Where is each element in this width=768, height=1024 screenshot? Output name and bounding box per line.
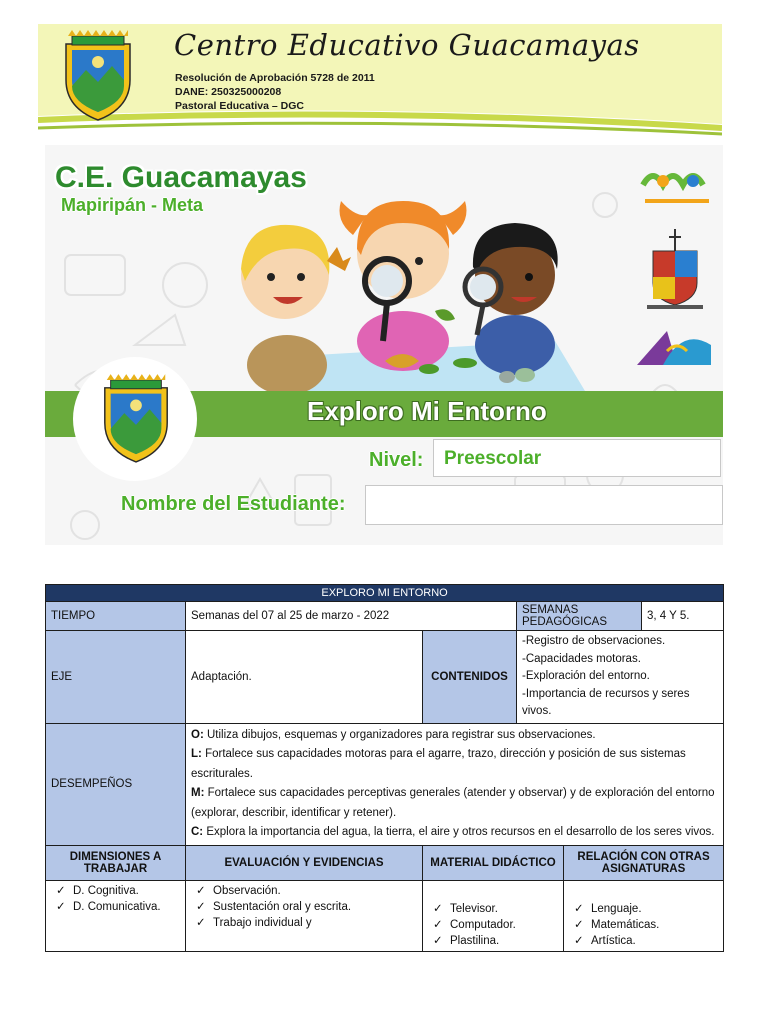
dimensiones-cell [46,880,186,951]
check-icon: ✓ [433,902,443,915]
list-item: -Importancia de recursos y seres vivos. [522,687,690,717]
school-location: Mapiripán - Meta [61,195,204,215]
institutional-logos-icon [637,155,717,375]
list-item: ✓ Lenguaje. [574,902,642,915]
student-name-field[interactable] [365,485,723,525]
nivel-value: Preescolar [444,448,542,469]
eje-label: EJE [46,631,186,724]
col-header-dimensiones: DIMENSIONES A TRABAJAR [46,845,186,880]
desempenos-text [186,723,724,845]
children-exploring-magnifier-icon [215,165,585,391]
material-cell [423,880,564,951]
pastoral-line: Pastoral Educativa – DGC [175,100,304,112]
check-icon: ✓ [196,916,206,929]
list-item: ✓ Televisor. [433,902,498,915]
check-icon: ✓ [574,918,584,931]
evaluacion-cell [186,880,423,951]
contenidos-list [517,631,724,724]
list-item: ✓ Plastilina. [433,934,500,947]
list-item: ✓ Trabajo individual y [196,916,312,929]
school-crest-icon [97,373,175,465]
table-header: EXPLORO MI ENTORNO [46,585,724,602]
list-item: -Registro de observaciones. [522,635,666,647]
desempenos-label: DESEMPEÑOS [46,723,186,845]
check-icon: ✓ [196,900,206,913]
eje-value: Adaptación. [186,631,423,724]
dane-line: DANE: 250325000208 [175,86,282,98]
contenidos-label: CONTENIDOS [423,631,517,724]
planning-table [45,584,724,952]
list-item: ✓ Sustentación oral y escrita. [196,900,352,913]
letterhead [38,24,722,136]
tiempo-value: Semanas del 07 al 25 de marzo - 2022 [186,602,517,631]
check-icon: ✓ [433,934,443,947]
desempeno-m: M: Fortalece sus capacidades perceptivas generales (atender y observar) y de exploración del entorno (explorar, describir, identificar y retener). [191,787,715,819]
desempeno-o: O: Utiliza dibujos, esquemas y organizadores para registrar sus observaciones. [191,728,596,741]
relacion-cell [564,880,724,951]
list-item: -Exploración del entorno. [522,670,650,682]
school-crest-icon [58,30,138,122]
check-icon: ✓ [56,884,66,897]
check-icon: ✓ [433,918,443,931]
semanas-value: 3, 4 Y 5. [642,602,724,631]
resolution-line: Resolución de Aprobación 5728 de 2011 [175,72,375,84]
banner-title: Exploro Mi Entorno [307,396,547,426]
check-icon: ✓ [574,902,584,915]
desempeno-l: L: Fortalece sus capacidades motoras para el agarre, trazo, dirección y posición de sus sistemas escriturales. [191,748,686,780]
list-item: ✓ Computador. [433,918,516,931]
check-icon: ✓ [574,934,584,947]
col-header-evaluacion: EVALUACIÓN Y EVIDENCIAS [186,845,423,880]
list-item: ✓ D. Cognitiva. [56,884,139,897]
tiempo-label: TIEMPO [46,602,186,631]
nivel-field[interactable] [433,439,721,477]
list-item: ✓ Matemáticas. [574,918,660,931]
col-header-relacion: RELACIÓN CON OTRAS ASIGNATURAS [564,845,724,880]
list-item: -Capacidades motoras. [522,652,641,665]
check-icon: ✓ [196,884,206,897]
semanas-label: SEMANAS PEDAGÓGICAS [517,602,642,631]
desempeno-c: C: Explora la importancia del agua, la tierra, el aire y otros recursos en el desarrollo de los seres vivos. [191,826,715,838]
list-item: ✓ D. Comunicativa. [56,900,161,913]
letterhead-title: Centro Educativo Guacamayas [174,28,640,62]
col-header-material: MATERIAL DIDÁCTICO [423,845,564,880]
nivel-label: Nivel: [369,449,424,471]
letterhead-details [175,71,375,113]
list-item: ✓ Artística. [574,934,636,947]
school-name: C.E. Guacamayas [55,161,307,194]
list-item: ✓ Observación. [196,884,281,897]
cover-banner [45,145,723,545]
student-name-label: Nombre del Estudiante: [121,493,346,515]
check-icon: ✓ [56,900,66,913]
